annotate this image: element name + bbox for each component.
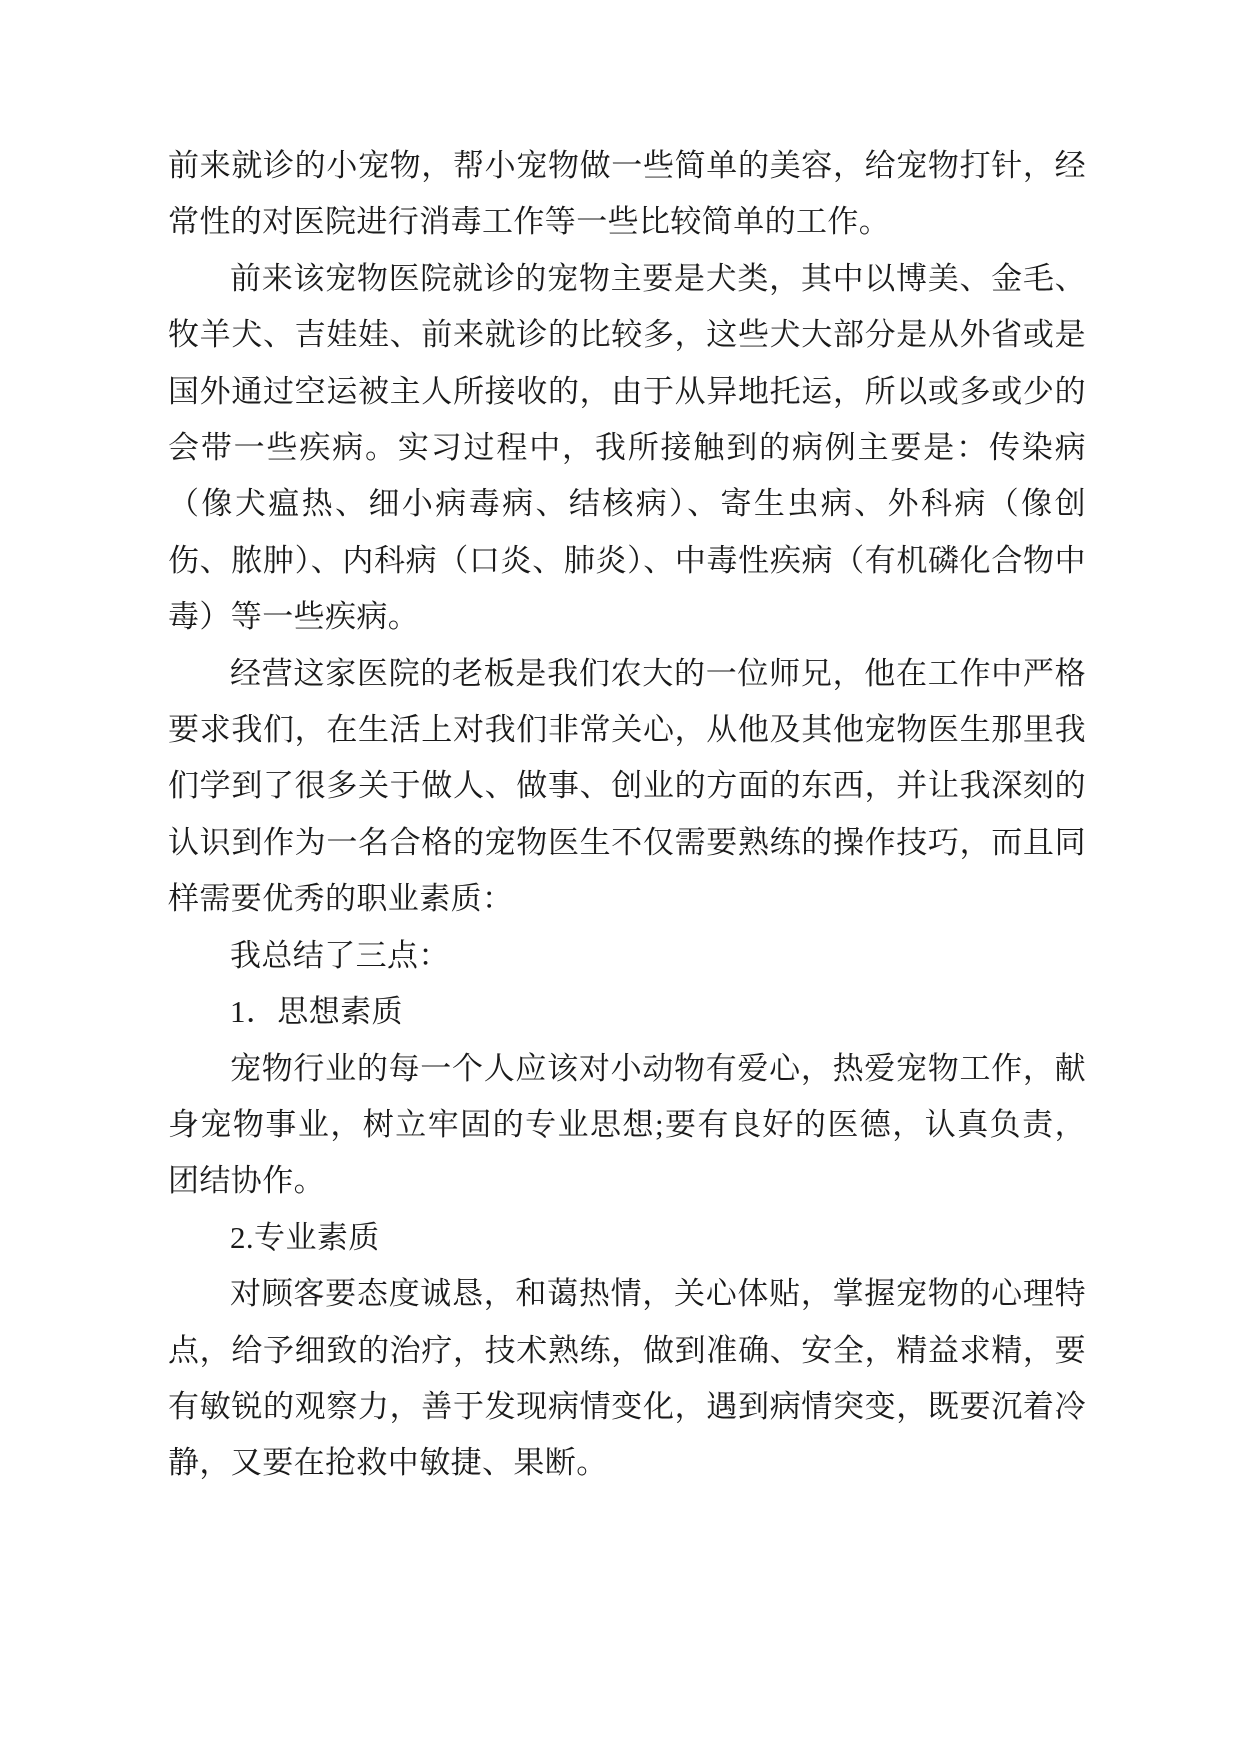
paragraph: 经营这家医院的老板是我们农大的一位师兄，他在工作中严格要求我们，在生活上对我们非常关心，从他及其他宠物医生那里我们学到了很多关于做人、做事、创业的方面的东西，并让我深刻的认识到作为一名合格的宠物医生不仅需要熟练的操作技巧，而且同样需要优秀的职业素质：	[168, 655, 1086, 917]
paragraph: 宠物行业的每一个人应该对小动物有爱心，热爱宠物工作，献身宠物事业，树立牢固的专业思想;要有良好的医德，认真负责，团结协作。	[168, 1050, 1086, 1199]
document-body	[168, 138, 1086, 1492]
paragraph: 对顾客要态度诚恳，和蔼热情，关心体贴，掌握宠物的心理特点，给予细致的治疗，技术熟练，做到准确、安全，精益求精，要有敏锐的观察力，善于发现病情变化，遇到病情突变，既要沉着冷静，又要在抢救中敏捷、果断。	[168, 1276, 1086, 1481]
paragraph-list-item: 2.专业素质	[230, 1219, 380, 1255]
paragraph: 前来该宠物医院就诊的宠物主要是犬类，其中以博美、金毛、牧羊犬、吉娃娃、前来就诊的比较多，这些犬大部分是从外省或是国外通过空运被主人所接收的，由于从异地托运，所以或多或少的会带一些疾病。实习过程中，我所接触到的病例主要是：传染病（像犬瘟热、细小病毒病、结核病）、寄生虫病、外科病（像创伤、脓肿）、内科病（口炎、肺炎）、中毒性疾病（有机磷化合物中毒）等一些疾病。	[168, 260, 1086, 635]
paragraph: 我总结了三点：	[230, 937, 450, 973]
paragraph: 前来就诊的小宠物，帮小宠物做一些简单的美容，给宠物打针，经常性的对医院进行消毒工作等一些比较简单的工作。	[168, 148, 1086, 240]
paragraph-list-item: 1．思想素质	[230, 994, 403, 1030]
